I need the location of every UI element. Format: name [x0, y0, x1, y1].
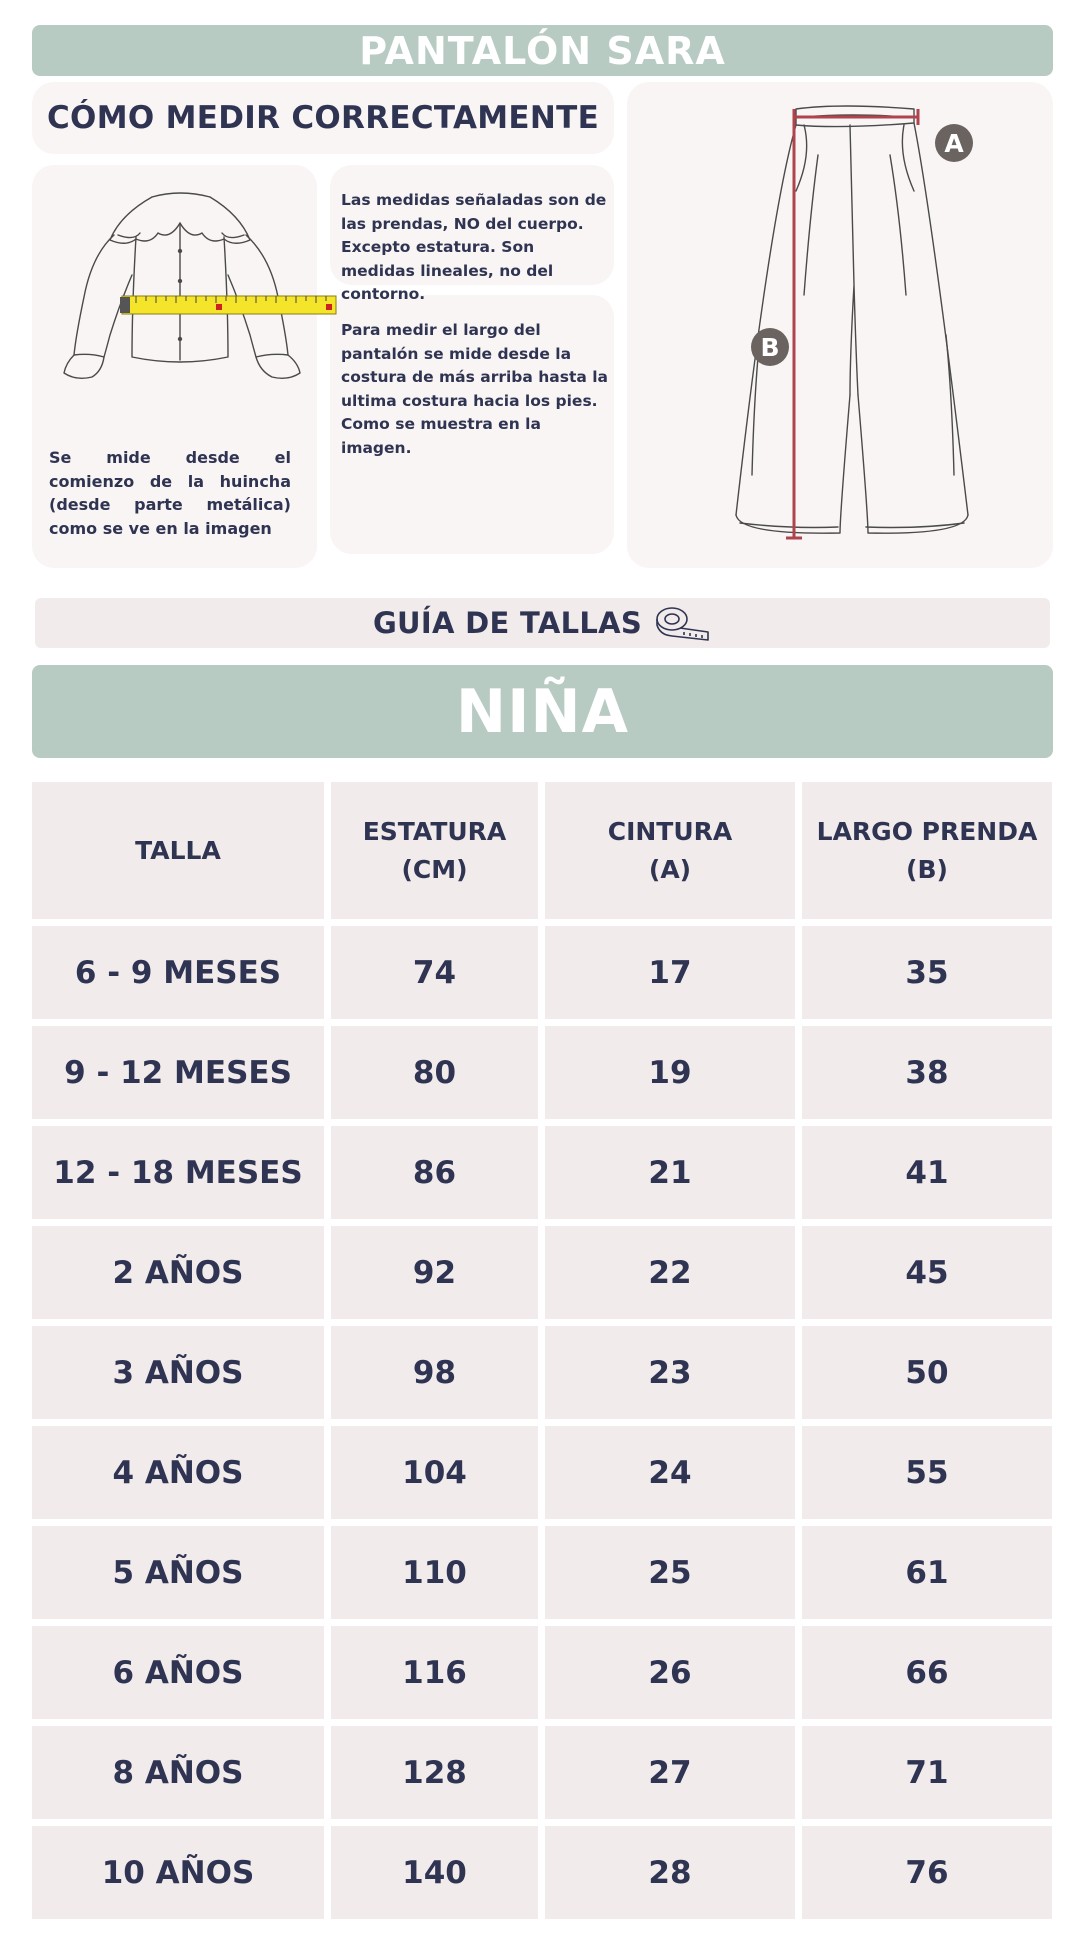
marker-b	[751, 328, 789, 366]
table-cell-largo: 35	[802, 926, 1052, 1019]
table-cell-estatura: 104	[331, 1426, 538, 1519]
table-cell-largo: 76	[802, 1826, 1052, 1919]
table-cell-cintura: 25	[545, 1526, 795, 1619]
table-cell-estatura: 92	[331, 1226, 538, 1319]
table-cell-estatura: 80	[331, 1026, 538, 1119]
table-cell-talla: 4 AÑOS	[32, 1426, 324, 1519]
table-cell-largo: 41	[802, 1126, 1052, 1219]
table-cell-largo: 38	[802, 1026, 1052, 1119]
length-note: Para medir el largo del pantalón se mide desde la costura de más arriba hasta la ultima costura hacia los pies. Como se muestra en la imagen.	[341, 321, 609, 457]
page-title: PANTALÓN SARA	[359, 28, 726, 73]
table-cell-largo: 61	[802, 1526, 1052, 1619]
table-cell-cintura: 24	[545, 1426, 795, 1519]
table-cell-estatura: 128	[331, 1726, 538, 1819]
table-cell-largo: 45	[802, 1226, 1052, 1319]
section-bar	[32, 665, 1053, 758]
table-cell-talla: 6 AÑOS	[32, 1626, 324, 1719]
size-guide-bar	[35, 598, 1050, 648]
marker-a	[935, 124, 973, 162]
measurements-note: Las medidas señaladas son de las prendas, NO del cuerpo. Excepto estatura. Son medidas lineales, no del contorno.	[341, 191, 607, 303]
size-guide-title: GUÍA DE TALLAS	[372, 606, 643, 640]
header-largo: LARGO PRENDA (B)	[802, 782, 1052, 919]
measuring-tape-icon	[654, 601, 712, 645]
title-bar	[32, 25, 1053, 76]
table-cell-estatura: 110	[331, 1526, 538, 1619]
table-cell-cintura: 26	[545, 1626, 795, 1719]
table-cell-estatura: 140	[331, 1826, 538, 1919]
table-cell-talla: 3 AÑOS	[32, 1326, 324, 1419]
header-estatura: ESTATURA (CM)	[331, 782, 538, 919]
section-title: NIÑA	[455, 676, 630, 747]
table-cell-estatura: 86	[331, 1126, 538, 1219]
table-cell-cintura: 23	[545, 1326, 795, 1419]
table-cell-estatura: 116	[331, 1626, 538, 1719]
table-cell-largo: 55	[802, 1426, 1052, 1519]
table-cell-talla: 10 AÑOS	[32, 1826, 324, 1919]
table-cell-talla: 5 AÑOS	[32, 1526, 324, 1619]
table-cell-cintura: 28	[545, 1826, 795, 1919]
table-cell-largo: 50	[802, 1326, 1052, 1419]
table-cell-cintura: 21	[545, 1126, 795, 1219]
marker-b-label: B	[760, 332, 780, 362]
table-cell-largo: 66	[802, 1626, 1052, 1719]
table-cell-cintura: 22	[545, 1226, 795, 1319]
table-cell-largo: 71	[802, 1726, 1052, 1819]
table-cell-talla: 2 AÑOS	[32, 1226, 324, 1319]
table-cell-cintura: 19	[545, 1026, 795, 1119]
header-talla: TALLA	[32, 782, 324, 919]
table-cell-talla: 12 - 18 MESES	[32, 1126, 324, 1219]
table-cell-estatura: 98	[331, 1326, 538, 1419]
size-table	[32, 782, 1053, 1926]
table-cell-cintura: 17	[545, 926, 795, 1019]
header-cintura: CINTURA (A)	[545, 782, 795, 919]
table-cell-talla: 6 - 9 MESES	[32, 926, 324, 1019]
table-cell-talla: 8 AÑOS	[32, 1726, 324, 1819]
table-cell-talla: 9 - 12 MESES	[32, 1026, 324, 1119]
pants-illustration	[700, 95, 1000, 555]
marker-a-label: A	[944, 128, 964, 158]
table-cell-cintura: 27	[545, 1726, 795, 1819]
shirt-illustration	[40, 185, 340, 415]
how-to-measure-header	[32, 82, 614, 154]
shirt-caption: Se mide desde el comienzo de la huincha (desde parte metálica) como se ve en la imagen	[49, 448, 291, 538]
table-cell-estatura: 74	[331, 926, 538, 1019]
how-to-measure-title: CÓMO MEDIR CORRECTAMENTE	[47, 100, 600, 136]
